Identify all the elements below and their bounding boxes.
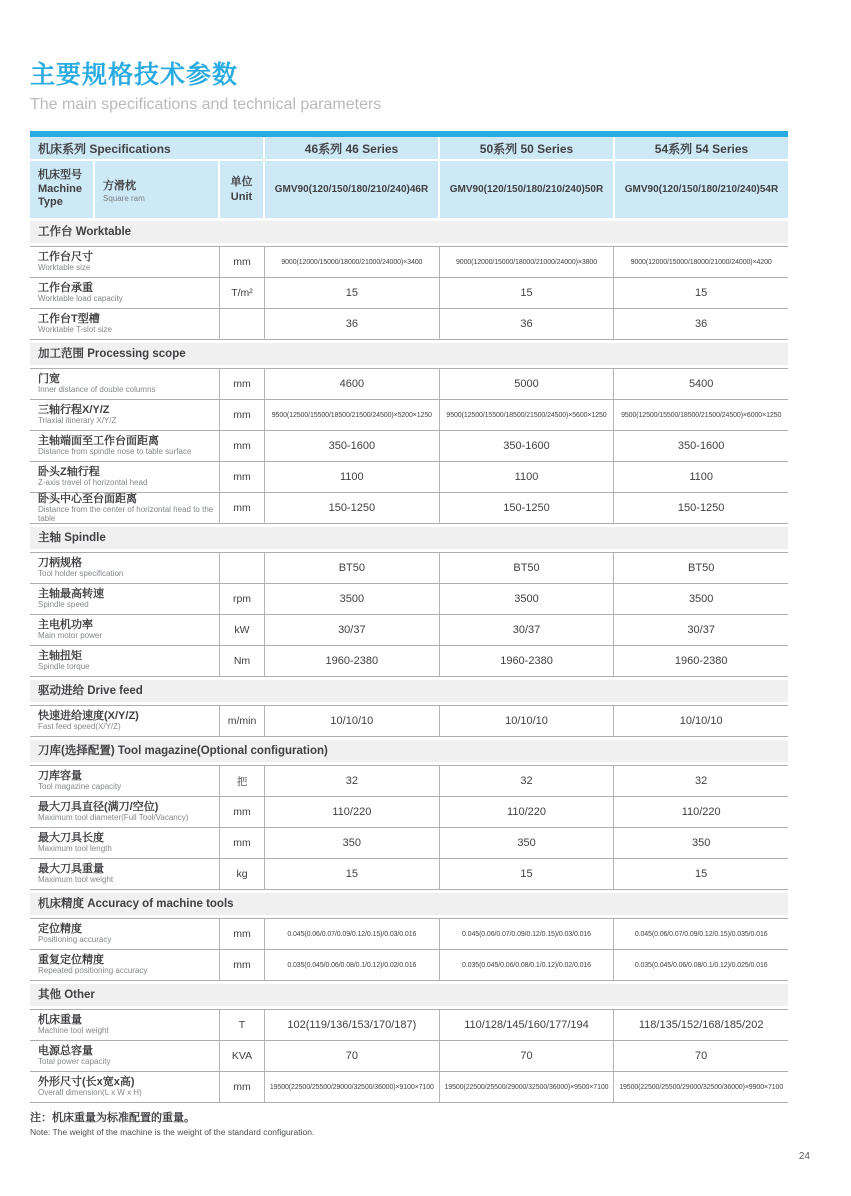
row-value: 110/128/145/160/177/194 <box>440 1010 615 1040</box>
header-series-50: 50系列 50 Series <box>440 137 615 159</box>
row-label-cn: 快速进给速度(X/Y/Z) <box>38 710 139 723</box>
row-value: 5400 <box>688 378 714 390</box>
row-value: 9000(12000/15000/18000/21000/24000)×3400 <box>265 247 440 277</box>
header-ram-en: Square ram <box>103 193 145 203</box>
row-value: 118/135/152/168/185/202 <box>638 1019 764 1031</box>
section-rows <box>30 246 788 340</box>
row-label-cn: 机床重量 <box>38 1014 82 1027</box>
table-row <box>30 431 788 462</box>
table-row <box>30 247 788 278</box>
row-label-en: Spindle speed <box>38 600 89 610</box>
row-label-en: Distance from the center of horizontal head to the table <box>38 505 214 523</box>
footnote-en: Note: The weight of the machine is the weight of the standard configuration. <box>30 1127 315 1137</box>
section-rows <box>30 1009 788 1103</box>
header-series-54: 54系列 54 Series <box>654 141 749 156</box>
row-label <box>30 584 220 614</box>
table-row <box>30 1072 788 1103</box>
row-value: 150-1250 <box>265 493 440 523</box>
row-value: 110/220 <box>681 806 721 818</box>
row-label-cn: 三轴行程X/Y/Z <box>38 404 110 417</box>
row-label <box>30 369 220 399</box>
section-rows <box>30 765 788 890</box>
row-label-cn: 主轴端面至工作台面距离 <box>38 435 159 448</box>
row-value: 15 <box>265 859 440 889</box>
row-label-cn: 工作台承重 <box>38 282 93 295</box>
section-rows <box>30 705 788 737</box>
row-unit: mm <box>220 247 265 277</box>
row-label-en: Distance from spindle nose to table surface <box>38 447 192 457</box>
row-label-cn: 卧头中心至台面距离 <box>38 493 137 506</box>
row-label <box>30 646 220 676</box>
table-row <box>30 950 788 981</box>
table-row <box>30 400 788 431</box>
row-label <box>30 1010 220 1040</box>
row-label <box>30 950 220 980</box>
row-label <box>30 828 220 858</box>
row-value: 36 <box>695 318 708 330</box>
table-header-series-row <box>30 137 788 161</box>
row-value: 4600 <box>265 369 440 399</box>
row-value: 350 <box>265 828 440 858</box>
row-value: 350 <box>440 828 615 858</box>
row-value: 1100 <box>265 462 440 492</box>
spec-table-body <box>30 221 788 1103</box>
row-label <box>30 797 220 827</box>
row-value: 110/220 <box>440 797 615 827</box>
row-label-cn: 门宽 <box>38 373 60 386</box>
spec-table <box>30 131 788 1103</box>
row-value: 350-1600 <box>677 440 725 452</box>
row-value: 10/10/10 <box>440 706 615 736</box>
row-value: 9500(12500/15500/18500/21500/24500)×5600×1250 <box>440 400 615 430</box>
row-value: 1960-2380 <box>674 655 728 667</box>
row-label-cn: 重复定位精度 <box>38 954 104 967</box>
row-value: 0.045(0.06/0.07/0.09/0.12/0.15)/0.035/0.016 <box>634 930 768 938</box>
row-label-en: Machine tool weight <box>38 1026 109 1036</box>
section-rows <box>30 918 788 981</box>
table-row <box>30 615 788 646</box>
row-label-en: Fast feed speed(X/Y/Z) <box>38 722 121 732</box>
row-value: 150-1250 <box>677 502 725 514</box>
row-value: 32 <box>265 766 440 796</box>
row-value: 30/37 <box>440 615 615 645</box>
row-value: 10/10/10 <box>265 706 440 736</box>
row-label-en: Overall dimension(L x W x H) <box>38 1088 142 1098</box>
row-unit: mm <box>220 400 265 430</box>
row-label-en: Main motor power <box>38 631 103 641</box>
row-unit <box>220 309 265 339</box>
row-label-en: Triaxial itinerary X/Y/Z <box>38 416 117 426</box>
page-number: 24 <box>798 1151 810 1162</box>
row-value: 70 <box>440 1041 615 1071</box>
row-label-cn: 刀柄规格 <box>38 557 82 570</box>
row-value: 102(119/136/153/170/187) <box>265 1010 440 1040</box>
row-label-cn: 主轴扭矩 <box>38 650 82 663</box>
row-value: 9000(12000/15000/18000/21000/24000)×3800 <box>440 247 615 277</box>
header-model-46: GMV90(120/150/180/210/240)46R <box>265 161 440 218</box>
header-ram <box>95 161 220 218</box>
table-row <box>30 493 788 524</box>
row-value: 1960-2380 <box>265 646 440 676</box>
row-value: 15 <box>440 278 615 308</box>
row-value: 1100 <box>440 462 615 492</box>
table-row <box>30 646 788 677</box>
section-header: 工作台 Worktable <box>30 221 788 243</box>
row-value: 30/37 <box>265 615 440 645</box>
row-value: 350-1600 <box>440 431 615 461</box>
section-header: 刀库(选择配置) Tool magazine(Optional configuration) <box>30 740 788 762</box>
row-label-cn: 最大刀具长度 <box>38 832 104 845</box>
row-value: 9000(12000/15000/18000/21000/24000)×4200 <box>630 258 772 266</box>
section-header: 其他 Other <box>30 984 788 1006</box>
row-value: 19500(22500/25500/29000/32500/36000)×9900×7100 <box>619 1083 784 1091</box>
header-unit-label: 单位 Unit <box>220 161 265 218</box>
row-value: 0.045(0.06/0.07/0.09/0.12/0.15)/0.03/0.016 <box>265 919 440 949</box>
row-label <box>30 706 220 736</box>
row-label-cn: 主轴最高转速 <box>38 588 104 601</box>
section-rows <box>30 368 788 524</box>
row-value: 0.045(0.06/0.07/0.09/0.12/0.15)/0.03/0.016 <box>440 919 615 949</box>
row-value: 32 <box>440 766 615 796</box>
row-value: 3500 <box>440 584 615 614</box>
header-series-46: 46系列 46 Series <box>265 137 440 159</box>
row-value: 3500 <box>265 584 440 614</box>
row-label-cn: 电源总容量 <box>38 1045 93 1058</box>
row-label <box>30 859 220 889</box>
row-unit: rpm <box>220 584 265 614</box>
row-unit: mm <box>220 493 265 523</box>
row-label-en: Worktable load capacity <box>38 294 123 304</box>
row-unit: mm <box>220 797 265 827</box>
page-subtitle: The main specifications and technical parameters <box>30 96 382 113</box>
row-value: 32 <box>695 775 708 787</box>
row-value: 0.035(0.045/0.06/0.08/0.1/0.12)/0.025/0.016 <box>634 961 768 969</box>
row-unit: T/m² <box>220 278 265 308</box>
row-label-en: Worktable T-slot size <box>38 325 112 335</box>
footnote <box>30 1109 788 1137</box>
header-model-50: GMV90(120/150/180/210/240)50R <box>440 161 615 218</box>
header-ram-cn: 方滑枕 <box>103 179 136 192</box>
row-unit: 把 <box>220 766 265 796</box>
section-header: 机床精度 Accuracy of machine tools <box>30 893 788 915</box>
header-machine-type: 机床型号 Machine Type <box>30 161 95 218</box>
row-label-cn: 主电机功率 <box>38 619 93 632</box>
row-label <box>30 919 220 949</box>
header-specs-label: 机床系列 Specifications <box>30 137 265 159</box>
table-row <box>30 369 788 400</box>
row-label-en: Maximum tool diameter(Full Tool/Vacancy) <box>38 813 189 823</box>
row-label <box>30 493 220 523</box>
row-value: 36 <box>265 309 440 339</box>
row-label-en: Tool magazine capacity <box>38 782 122 792</box>
row-unit: mm <box>220 431 265 461</box>
row-value: 19500(22500/25500/29000/32500/36000)×9500×7100 <box>440 1072 615 1102</box>
row-value: 15 <box>440 859 615 889</box>
row-value: 10/10/10 <box>679 715 723 727</box>
row-value: 15 <box>695 287 708 299</box>
table-row <box>30 584 788 615</box>
row-value: 1100 <box>689 471 713 483</box>
row-label-en: Spindle torque <box>38 662 90 672</box>
row-value: BT50 <box>688 562 715 574</box>
table-row <box>30 553 788 584</box>
row-label-cn: 卧头Z轴行程 <box>38 466 100 479</box>
row-label-en: Maximum tool length <box>38 844 112 854</box>
row-label-en: Worktable size <box>38 263 91 273</box>
row-value: 70 <box>695 1050 708 1062</box>
row-label-cn: 外形尺寸(长x宽x高) <box>38 1076 135 1089</box>
row-value: 0.035(0.045/0.06/0.08/0.1/0.12)/0.02/0.016 <box>265 950 440 980</box>
row-label <box>30 309 220 339</box>
row-value: BT50 <box>265 553 440 583</box>
table-row <box>30 797 788 828</box>
row-unit: KVA <box>220 1041 265 1071</box>
row-label-en: Inner distance of double columns <box>38 385 156 395</box>
row-label <box>30 247 220 277</box>
row-value: 3500 <box>688 593 714 605</box>
row-unit: mm <box>220 369 265 399</box>
row-value: 1960-2380 <box>440 646 615 676</box>
row-value: BT50 <box>440 553 615 583</box>
row-unit: mm <box>220 828 265 858</box>
table-row <box>30 919 788 950</box>
row-label-cn: 最大刀具直径(满刀/空位) <box>38 801 159 814</box>
table-row <box>30 1010 788 1041</box>
row-label <box>30 400 220 430</box>
row-unit: mm <box>220 462 265 492</box>
row-unit <box>220 553 265 583</box>
row-unit: mm <box>220 919 265 949</box>
footnote-cn: 注：机床重量为标准配置的重量。 <box>30 1112 195 1124</box>
row-label-en: Maximum tool weight <box>38 875 114 885</box>
table-row <box>30 309 788 340</box>
row-unit: Nm <box>220 646 265 676</box>
row-label-cn: 刀库容量 <box>38 770 82 783</box>
row-label <box>30 462 220 492</box>
row-unit: mm <box>220 1072 265 1102</box>
row-value: 9500(12500/15500/18500/21500/24500)×6000×1250 <box>621 411 782 419</box>
row-value: 36 <box>440 309 615 339</box>
row-label <box>30 553 220 583</box>
row-unit: m/min <box>220 706 265 736</box>
header-model-54: GMV90(120/150/180/210/240)54R <box>624 184 779 195</box>
row-label <box>30 766 220 796</box>
row-label <box>30 431 220 461</box>
section-header: 加工范围 Processing scope <box>30 343 788 365</box>
row-unit: kg <box>220 859 265 889</box>
row-label-cn: 定位精度 <box>38 923 82 936</box>
row-value: 9500(12500/15500/18500/21500/24500)×5200×1250 <box>265 400 440 430</box>
row-label-en: Total power capacity <box>38 1057 111 1067</box>
table-row <box>30 706 788 737</box>
section-rows <box>30 552 788 677</box>
row-label-cn: 工作台尺寸 <box>38 251 93 264</box>
row-label-cn: 最大刀具重量 <box>38 863 104 876</box>
section-header: 主轴 Spindle <box>30 527 788 549</box>
row-value: 70 <box>265 1041 440 1071</box>
page-title: 主要规格技术参数 <box>30 61 239 89</box>
table-header-model-row <box>30 161 788 218</box>
table-row <box>30 828 788 859</box>
row-value: 5000 <box>440 369 615 399</box>
row-unit: mm <box>220 950 265 980</box>
row-value: 350 <box>692 837 711 849</box>
row-value: 15 <box>265 278 440 308</box>
row-label <box>30 278 220 308</box>
table-row <box>30 278 788 309</box>
row-label-cn: 工作台T型槽 <box>38 313 100 326</box>
row-value: 0.035(0.045/0.06/0.08/0.1/0.12)/0.02/0.016 <box>440 950 615 980</box>
row-label-en: Positioning accuracy <box>38 935 112 945</box>
row-label <box>30 1072 220 1102</box>
row-value: 19500(22500/25500/29000/32500/36000)×9100×7100 <box>265 1072 440 1102</box>
row-value: 110/220 <box>265 797 440 827</box>
row-unit: kW <box>220 615 265 645</box>
row-label <box>30 1041 220 1071</box>
table-row <box>30 462 788 493</box>
section-header: 驱动进给 Drive feed <box>30 680 788 702</box>
row-label-en: Z-axis travel of horizontal head <box>38 478 148 488</box>
table-row <box>30 1041 788 1072</box>
row-unit: T <box>220 1010 265 1040</box>
row-value: 350-1600 <box>265 431 440 461</box>
row-value: 15 <box>695 868 708 880</box>
row-value: 30/37 <box>687 624 715 636</box>
table-row <box>30 859 788 890</box>
row-label <box>30 615 220 645</box>
row-label-en: Repeated positioning accuracy <box>38 966 148 976</box>
row-value: 150-1250 <box>440 493 615 523</box>
row-label-en: Tool holder specification <box>38 569 124 579</box>
table-row <box>30 766 788 797</box>
